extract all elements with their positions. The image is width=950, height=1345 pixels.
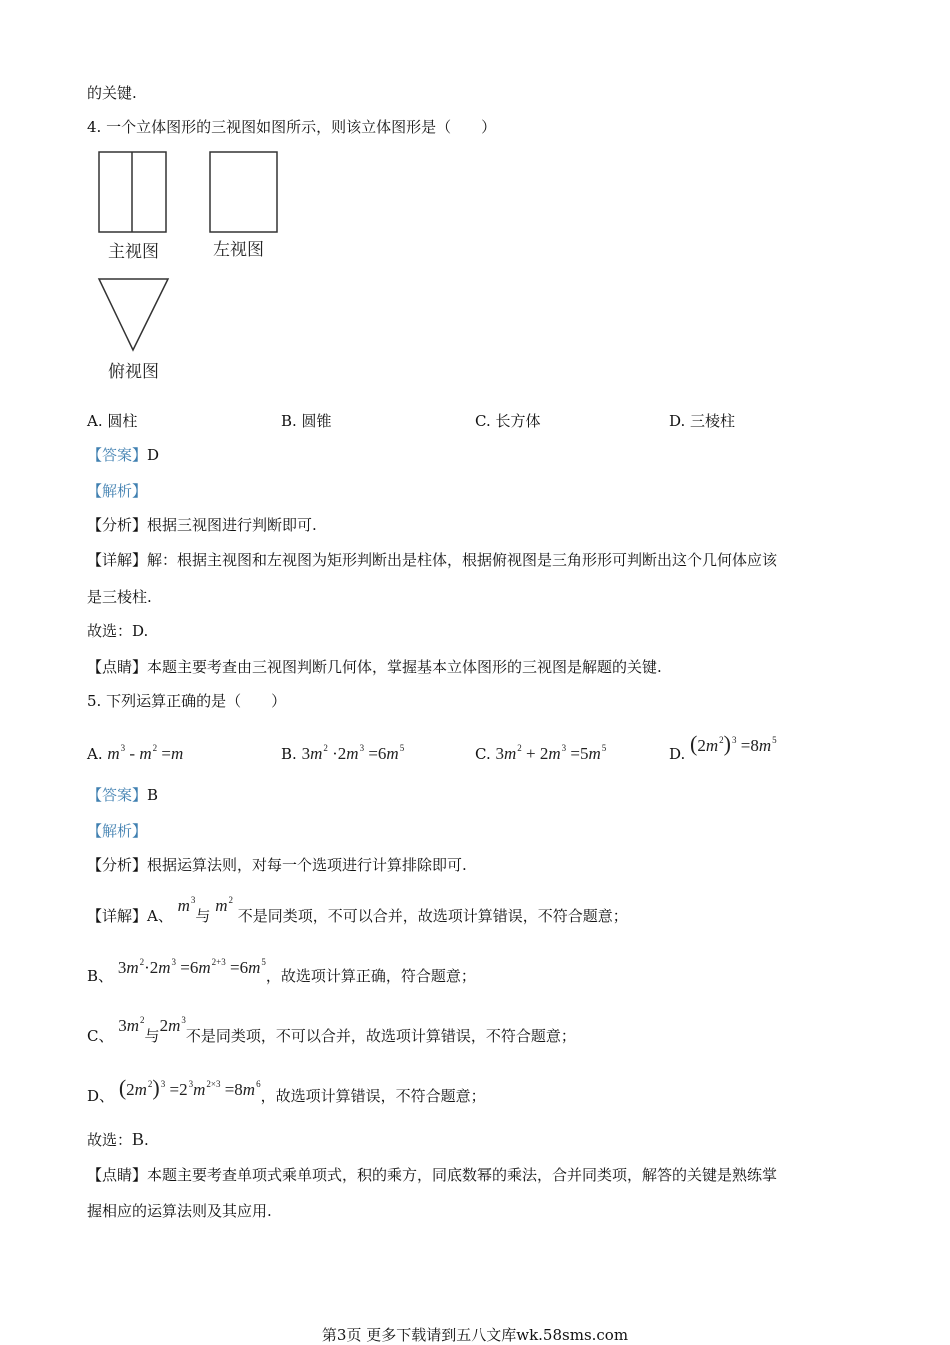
q5-detail-b: [87, 955, 476, 991]
q4-fenxi: [87, 515, 317, 535]
q5-analysis-tag: 【解析】: [87, 822, 148, 840]
top-view-label: 俯视图: [108, 362, 159, 382]
q4-detail-line1: [87, 550, 777, 570]
q5-choose: [87, 1129, 149, 1150]
detail-a-and: 与: [195, 907, 211, 925]
detail-a-text: 不是同类项，不可以合并，故选项计算错误，不符合题意；: [237, 907, 628, 925]
detail-c-and: 与: [144, 1027, 160, 1045]
comment-tag: 【点睛】: [87, 658, 148, 676]
detail-b-text: ，故选项计算正确，符合题意；: [265, 967, 476, 985]
left-view-label: 左视图: [213, 240, 264, 260]
q5-option-c: [475, 738, 606, 764]
detail-text: 解：根据主视图和左视图为矩形判断出是柱体，根据俯视图是三角形形可判断出这个几何体应该: [147, 551, 778, 569]
detail-c-term1: $3m^2$: [118, 1015, 145, 1035]
detail-c-term2: $2m^3$: [159, 1015, 186, 1035]
q4-analysis-tag: 【解析】: [87, 482, 148, 500]
q4-option-b: B. 圆锥: [281, 412, 332, 430]
top-view-figure: [97, 277, 171, 353]
q5-answer: [87, 785, 158, 805]
q5-detail-a: [87, 893, 628, 933]
option-d-letter: D.: [669, 745, 686, 763]
intro-text: 的关键.: [87, 84, 137, 102]
q4-choose: 故选：D.: [87, 622, 149, 640]
detail-tag: 【详解】: [87, 551, 148, 569]
option-a-formula: $m^3 - m^2 =m$: [107, 743, 184, 763]
q4-detail-line2: 是三棱柱.: [87, 588, 152, 606]
comment-text: 本题主要考查单项式乘单项式，积的乘方，同底数幂的乘法，合并同类项，解答的关键是熟练掌: [147, 1166, 778, 1184]
detail-c-text: 不是同类项，不可以合并，故选项计算错误，不符合题意；: [185, 1027, 576, 1045]
choose-letter: B: [132, 1129, 145, 1149]
q5-comment-line2: 握相应的运算法则及其应用.: [87, 1202, 272, 1220]
detail-b-formula: $3m^2\cdot 2m^3 =6m^{2+3} =6m^5$: [117, 957, 266, 977]
detail-tag: 【详解】: [87, 907, 148, 925]
detail-d-text: ，故选项计算错误，不符合题意；: [260, 1087, 486, 1105]
q4-option-d: D. 三棱柱: [669, 412, 736, 430]
option-a-letter: A.: [87, 745, 103, 763]
q5-fenxi: [87, 855, 467, 875]
detail-d-prefix: D、: [87, 1087, 115, 1105]
fenxi-text: 根据三视图进行判断即可.: [147, 516, 317, 534]
q4-option-a: A. 圆柱: [87, 412, 138, 430]
option-d-formula: $(2m^2)^3 =8m^5$: [690, 731, 777, 756]
fenxi-tag: 【分析】: [87, 516, 148, 534]
q4-option-c: C. 长方体: [475, 412, 541, 430]
answer-tag: 【答案】: [87, 786, 148, 804]
option-b-formula: $3m^2 \cdot 2m^3 =6m^5$: [301, 743, 405, 763]
comment-text: 本题主要考查由三视图判断几何体，掌握基本立体图形的三视图是解题的关键.: [147, 658, 662, 676]
option-b-letter: B.: [281, 745, 297, 763]
detail-a-term1: $m^3$: [177, 895, 196, 915]
choose-end: .: [144, 1131, 149, 1149]
q5-stem: 5. 下列运算正确的是（ ）: [87, 692, 287, 710]
q5-comment-line1: [87, 1165, 777, 1185]
detail-a-term2: $m^2$: [215, 895, 233, 915]
q5-option-b: [281, 738, 404, 764]
answer-value: B: [147, 786, 159, 804]
detail-b-prefix: B、: [87, 967, 114, 985]
q5-option-d: [669, 730, 777, 763]
q5-detail-d: [87, 1075, 486, 1111]
page-footer: 第3页 更多下载请到五八文库wk.58sms.com: [321, 1326, 629, 1344]
q5-option-a: [87, 738, 183, 764]
choose-prefix: 故选：: [87, 1131, 133, 1149]
detail-d-formula: $(2m^2)^3 =2^3m^{2\times 3} =8m^6$: [118, 1075, 261, 1100]
q4-answer: [87, 445, 159, 465]
option-c-letter: C.: [475, 745, 491, 763]
detail-a-prefix: A、: [147, 907, 173, 925]
answer-value: D: [147, 446, 160, 464]
q4-stem: 4. 一个立体图形的三视图如图所示，则该立体图形是（ ）: [87, 118, 497, 136]
q5-detail-c: [87, 1015, 576, 1051]
fenxi-text: 根据运算法则，对每一个选项进行计算排除即可.: [147, 856, 467, 874]
option-c-formula: $3m^2 + 2m^3 =5m^5$: [495, 743, 607, 763]
answer-tag: 【答案】: [87, 446, 148, 464]
left-view-figure: [208, 150, 280, 234]
detail-c-prefix: C、: [87, 1027, 114, 1045]
comment-tag: 【点睛】: [87, 1166, 148, 1184]
front-view-label: 主视图: [108, 242, 159, 262]
q4-comment: [87, 657, 662, 677]
front-view-figure: [97, 150, 169, 234]
fenxi-tag: 【分析】: [87, 856, 148, 874]
